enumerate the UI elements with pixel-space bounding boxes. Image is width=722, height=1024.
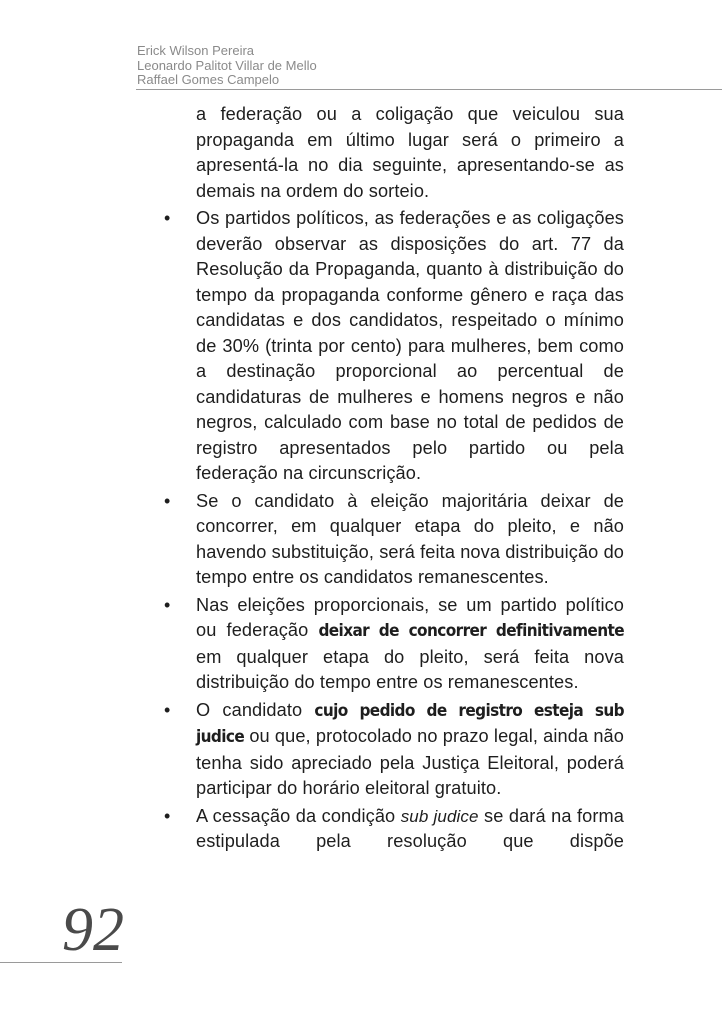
header-author-2: Leonardo Palitot Villar de Mello (137, 57, 317, 73)
bullet-item-eleicoes-proporcionais (196, 593, 624, 696)
footer-rule (0, 962, 122, 963)
bullet-item-cessacao (196, 804, 624, 855)
bullet-text: em qualquer etapa do pleito, será feita nova distribuição do tempo entre os remanescentes. (196, 646, 624, 692)
body-text (196, 102, 624, 857)
bullet-item-tempo-genero-raca: • Os partidos políticos, as federações e as coligações deverão observar as disposições do art. 77 da Resolução da Propaganda, quanto à distribuição do tempo da propaganda conforme gênero e raça das candidatas e dos candidatos, respeitado o mínimo de 30% (trinta por cento) para mulheres, bem como a destinação proporcional ao percentual de candidaturas de mulheres e homens negros e não negros, calculado com base no total de pedidos de registro apresentados pelo partido ou pela federação na circunscrição. (196, 206, 624, 487)
bullet-item-sub-judice (196, 698, 624, 802)
bold-emphasis: deixar de concorrer definitivamente (318, 621, 624, 641)
bullet-text: ou que, protocolado no prazo legal, ainda não tenha sido apreciado pela Justiça Eleitoral, poderá participar do horário eleitoral gratuito. (196, 726, 624, 798)
bold-emphasis: cujo pedido de registro esteja sub judice (196, 700, 624, 747)
header-author-1: Erick Wilson Pereira (137, 43, 255, 58)
italic-emphasis: sub judice (400, 806, 479, 826)
bullet-text: A cessação da condição (196, 805, 401, 826)
bullet-text: O candidato (196, 699, 315, 720)
header-author-3: Raffael Gomes Campelo (137, 72, 280, 87)
page-number: 92 (62, 896, 124, 964)
bullet-text: se dará na forma estipulada pela resolução que dispõe (196, 805, 624, 851)
paragraph-continuation: a federação ou a coligação que veiculou sua propaganda em último lugar será o primeiro a apresentá-la no dia seguinte, apresentando-se as demais na ordem do sorteio. (196, 104, 624, 201)
header-rule (136, 89, 722, 90)
bullet-text: Nas eleições proporcionais, se um partido político ou federação (196, 594, 624, 640)
bullet-item-eleicao-majoritaria: • Se o candidato à eleição majoritária deixar de concorrer, em qualquer etapa do pleito, e não havendo substituição, será feita nova distribuição do tempo entre os candidatos remanescentes. (196, 489, 624, 591)
running-header (137, 44, 722, 88)
